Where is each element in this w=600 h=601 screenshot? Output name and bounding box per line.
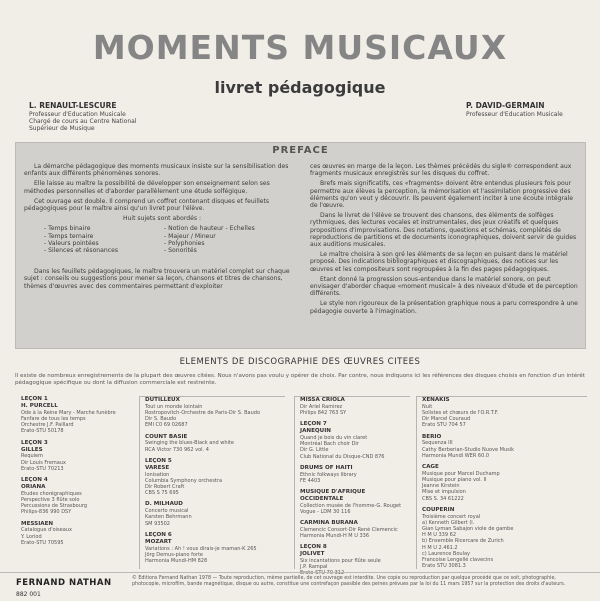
discography-note: Il existe de nombreux enregistrements de la plupart des œuvres citées. Nous n'avons pas voulu y opérer de choix. Par contre, nous indiquons ici les références des disques choisis en fonction d'un intérêt pédagogique spécifique ou dont la diffusion commerciale est restreinte. [15,373,585,386]
entry-detail: Ode à la Reine Mary - Marche funèbre [21,409,116,416]
themes-list [44,225,300,254]
preface-paragraph: Cet ouvrage est double. Il comprend un coffret contenant disques et feuillets pédagogiques pour le maître ainsi qu'un livret pour l'élève. [24,197,270,213]
lesson-label: LEÇON 7 [300,421,327,428]
entry-detail: Philips 842 763 SY [300,410,347,416]
entry-detail: Nuit [422,403,433,410]
entry-detail: Gian Lyman Sabajon viole de gambe [422,526,514,533]
preface-paragraph: Elle laisse au maître la possibilité de développer son enseignement selon ses méthodes personnelles et d'aborder parallèlement une étude solfégique. [24,180,270,195]
composer-name: CARMINA BURANA [300,520,358,527]
theme-item: - Temps binaire [44,225,91,233]
composer-name: MISSA CRIOLA [300,397,345,403]
entry-detail: CBS S 75 695 [145,490,179,497]
discography-entry [422,464,587,502]
lesson-label: LEÇON 1 [21,396,48,402]
entry-detail: Club National du Disque-CND 876 [300,453,385,460]
composer-name: JOLIVET [300,551,325,558]
entry-detail: Collection musée de l'homme-G. Rouget [300,502,402,509]
author-right [466,102,563,118]
discography-entry [145,434,285,453]
author-left-line: Chargé de cours au Centre National [29,118,137,125]
discography-entry [145,532,285,564]
entry-detail: Erato STU 704 57 [422,422,466,429]
entry-detail: Erato-STU 70 312 [300,570,345,577]
entry-detail: Troisième concert royal [422,513,481,520]
entry-detail: Swinging the blues-Black and white [145,440,234,447]
preface-paragraph: Brefs mais significatifs, ces «fragments» doivent être entendus plusieurs fois pour permettre aux élèves la perception, la mémorisation et l'assimilation progressive des éléments qu'on veut y découvrir. Ils peuvent également inciter à une écoute intégrale de l'œuvre. [310,180,574,210]
lesson-label: LEÇON 5 [145,457,172,464]
entry-detail: Harmonia Mundi-HM 828 [145,558,208,565]
discography-entry [21,521,133,546]
lesson-label: LEÇON 6 [145,531,172,538]
author-left-line: Supérieur de Musique [29,125,95,132]
preface-box [15,142,586,349]
discography-entry [21,396,133,435]
entry-detail: Vogue - LDM 30 116 [300,508,351,515]
discography-column-c [294,396,410,577]
composer-name: ORIANA [21,484,46,491]
lesson-label: LEÇON 3 [21,439,48,446]
discography-entry [422,507,587,570]
discography-entry [300,421,410,460]
entry-detail: Six incantations pour flûte seule [300,558,381,565]
entry-detail: Solistes et chœurs de l'O.R.T.F. [422,410,499,416]
entry-detail: c) Laurence Boulay [422,550,470,557]
preface-paragraph: Dans le livret de l'élève se trouvent des chansons, des éléments de solfèges rythmiques, des lectures vocales et instrumentales, des jeux créatifs et quelques propositions d'improvisations. Des notations, questions et schémas, complétés de reproductions de partitions et de documents iconographiques, doivent servir de guides aux auditions musicales. [310,212,577,249]
discography-entry [21,477,133,516]
preface-title: PREFACE [272,145,329,156]
discography-entry [300,397,410,416]
discography-entry [300,520,410,539]
preface-left-column [24,163,300,293]
theme-item: - Silences et résonances [44,247,119,255]
entry-detail: Requiem [21,453,44,460]
copyright-notice: © Editions Fernand Nathan 1978 — Toute reproduction, même partielle, de cet ouvrage est interdite. Une copie ou reproduction par quelque procédé que ce soit, photographie, photocopie, microfilm, bande magnétique, disque ou autre, constitue une contrefaçon passible des peines prévues par la loi du 11 mars 1957 sur la protection des droits d'auteurs. [132,576,566,587]
author-left-name: L. RENAULT-LESCURE [29,101,117,110]
entry-detail: Mise et impulsion [422,489,466,496]
entry-detail: Jörg Demus-piano forte [145,551,203,558]
composer-name: H. PURCELL [21,403,58,409]
entry-detail: Quand je bois du vin claret [300,435,368,441]
discography-column-a [16,396,133,568]
entry-detail: b) Ensemble Ricercare de Zurich [422,538,504,545]
entry-detail: Fanfare de tous les temps [21,416,86,422]
entry-detail: Columbia Symphony orchestra [145,477,223,484]
entry-detail: Sequenza III [422,440,453,447]
entry-detail: Catalogue d'oiseaux [21,527,72,534]
preface-right-column [310,163,578,318]
themes-column [164,225,284,254]
entry-detail: Variations : Ah ! vous dirais-je maman-K 265 [145,545,257,552]
discography-entry [145,501,285,526]
composer-name: D. MILHAUD [145,501,183,508]
composer-name: JANEQUIN [300,428,331,435]
theme-item: - Valeurs pointées [44,239,99,247]
entry-detail: Dir Marcel Couraud [422,416,471,423]
themes-intro: Huit sujets sont abordés : [122,215,202,223]
entry-detail: H M U 339 62 [422,532,456,539]
themes-column [44,225,164,254]
entry-detail: Harmonia Mundi-H M U 336 [300,533,369,540]
author-left-line: Professeur d'Education Musicale [29,111,126,118]
entry-detail: SM 93502 [145,520,170,527]
footer [0,572,600,601]
entry-detail: Musique pour Marcel Duchamp [422,470,500,477]
discography-column-d [416,396,587,569]
entry-detail: Erato-STU 50178 [21,428,64,435]
entry-detail: Rostropovitch-Orchestre de Paris-Dir S. Baudo [145,410,261,416]
entry-detail: Montréal Bach choir Dir [300,441,359,448]
composer-name: DRUMS OF HAITI [300,464,353,471]
discography-title: ELEMENTS DE DISCOGRAPHIE DES ŒUVRES CITEES [179,357,421,367]
composer-name: MUSIQUE D'AFRIQUE OCCIDENTALE [300,489,366,502]
entry-detail: Percussions de Strasbourg [21,503,88,510]
theme-item: - Polyphonies [164,239,205,247]
discography-entry [300,489,410,515]
theme-item: - Sonorités [164,247,197,255]
lesson-label: LEÇON 4 [21,477,48,484]
composer-name: MOZART [145,538,172,545]
entry-detail: Ionisation [145,471,170,478]
composer-name: CAGE [422,464,439,471]
discography-entry [145,397,285,429]
preface-paragraph: Le style non rigoureux de la présentation graphique nous a paru correspondre à une pédagogie ouverte à l'imagination. [310,300,578,315]
entry-detail: Tout un monde lointain [145,403,203,410]
entry-detail: Francoise Lengellé clavecins [422,557,494,564]
theme-item: - Notion de hauteur - Echelles [164,225,255,233]
composer-name: VARESE [145,464,170,471]
theme-item: - Temps ternaire [44,232,94,240]
discography-entry [422,434,587,459]
discography-entry [21,440,133,472]
entry-detail: Clemencic Consort-Dir René Clemencic [300,526,398,533]
entry-detail: Jeanne Kirstein [422,483,460,490]
entry-detail: Etudes chorégraphiques [21,490,82,497]
entry-detail: Dir Louis Fremaux [21,459,66,466]
page-title: MOMENTS MUSICAUX [92,28,508,67]
preface-paragraph: Dans les feuillets pédagogiques, le maître trouvera un matériel complet sur chaque sujet : conseils ou suggestions pour mener sa leçon, chansons et titres de chansons, thèmes d'œuvres avec des commentaires permettant d'exploiter [24,268,290,290]
entry-detail: RCA Victor 730 962 vol. 4 [145,446,209,453]
entry-detail: Concerto musical [145,508,189,515]
composer-name: DUTILLEUX [145,397,180,403]
preface-paragraph: Le maître choisira à son gré les éléments de sa leçon en puisant dans le matériel proposé. Des indications bibliographiques et discographiques, des notices sur les œuvres et les compositeurs sont regroupées à la fin des pages pédagogiques. [310,251,568,273]
entry-detail: Erato STU 3081.3 [422,563,466,570]
entry-detail: J.P. Rampal [300,564,328,571]
composer-name: COUPERIN [422,506,455,513]
entry-detail: H M U 2.461.2 [422,544,458,551]
composer-name: MESSIAEN [21,520,54,527]
entry-detail: Erato-STU 70213 [21,465,64,472]
publication-number: 882 001 [16,591,41,598]
publisher-name: FERNAND NATHAN [16,578,112,588]
entry-detail: EMI C0 69 02687 [145,422,188,429]
composer-name: GILLES [21,446,43,453]
preface-paragraph: La démarche pédagogique des moments musicaux insiste sur la sensibilisation des enfants aux différents phénomènes sonores. [24,163,289,178]
entry-detail: Perspective 3 flûte solo [21,497,80,504]
entry-detail: CBS S. 34 61222 [422,495,464,502]
entry-detail: Dir S. Baudo [145,416,177,423]
composer-name: BERIO [422,433,442,440]
page-subtitle: livret pédagogique [214,78,386,97]
entry-detail: Ethnic folkways library [300,471,357,478]
entry-detail: Y. Loriod [21,533,42,540]
entry-detail: Musique pour piano vol. II [422,477,487,484]
composer-name: XENAKIS [422,397,450,403]
preface-paragraph: Etant donné la progression sous-entendue dans le matériel sonore, on peut envisager d'aborder chaque «moment musical» à des niveaux d'étude et de perception différents. [310,275,578,298]
entry-detail: Cathy Berberian-Studio Nuove Musik [422,446,515,453]
discography-entry [300,465,410,484]
entry-detail: Dir Robert Craft [145,484,185,491]
author-left [29,102,136,132]
composer-name: COUNT BASIE [145,433,188,440]
preface-paragraph: ces œuvres en marge de la leçon. Les thèmes précédés du sigle® correspondent aux fragments musicaux enregistrés sur les disques du coffret. [310,163,572,178]
entry-detail: Dir Ariel Ramirez [300,403,343,410]
discography-entry [145,458,285,497]
lesson-label: LEÇON 8 [300,544,327,551]
entry-detail: Harmonia Mundi WER 60.0 [422,452,490,459]
entry-detail: FE 4403 [300,477,321,484]
discography-entry [422,397,587,429]
entry-detail: Philips-836 990 DSY [21,509,72,516]
entry-detail: Orchestre J.F. Paillard [21,422,74,429]
entry-detail: a) Kenneth Gilbert (l. [422,519,475,526]
entry-detail: Dir G. Little [300,447,329,454]
discography-column-b [139,396,285,569]
author-right-line: Professeur d'Education Musicale [466,111,563,118]
author-right-name: P. DAVID-GERMAIN [466,101,545,110]
entry-detail: Karsten Behrmann [145,514,192,521]
entry-detail: Erato-STU 70595 [21,539,64,546]
theme-item: - Majeur / Mineur [164,232,216,240]
